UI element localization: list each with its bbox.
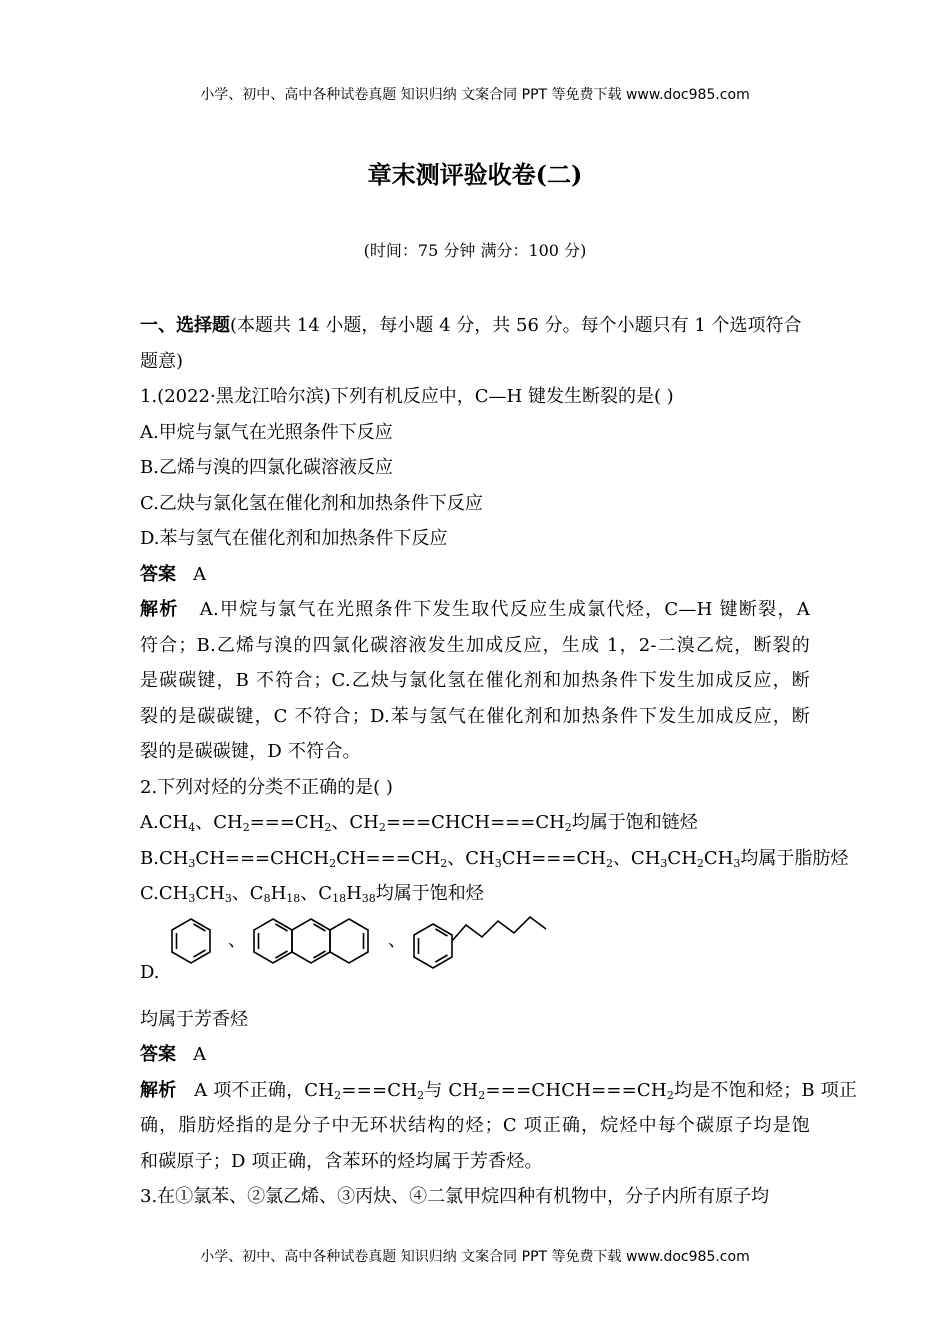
separator: 、 — [388, 929, 406, 951]
answer-label: 答案 — [140, 1044, 176, 1065]
question-3-stem: 3.在①氯苯、②氯乙烯、③丙炔、④二氯甲烷四种有机物中，分子内所有原子均 — [140, 1186, 770, 1207]
answer-label: 答案 — [140, 563, 176, 585]
section-description-cont: 题意) — [140, 350, 184, 372]
question-1-option-a: A.甲烷与氯气在光照条件下反应 — [140, 421, 393, 443]
aromatic-structures — [160, 912, 580, 972]
analysis-text: A.甲烷与氯气在光照条件下发生取代反应生成氯代烃，C—H 键断裂，A — [199, 599, 811, 620]
question-1-answer — [140, 557, 810, 593]
answer-value: A — [193, 1044, 207, 1065]
question-1-analysis-line: 是碳碳键，B 不符合；C.乙炔与氯化氢在催化剂和加热条件下发生加成反应，断 — [140, 670, 810, 691]
exam-content — [140, 308, 858, 1215]
section-description: (本题共 14 小题，每小题 4 分，共 56 分。每个小题只有 1 个选项符合 — [230, 315, 802, 336]
question-1-analysis-line: 裂的是碳碳键，D 不符合。 — [140, 741, 361, 762]
benzene-structure — [172, 919, 210, 963]
question-2-option-d — [140, 912, 810, 1002]
question-1-option-d: D.苯与氢气在催化剂和加热条件下反应 — [140, 528, 448, 549]
question-1-option-c: C.乙炔与氯化氢在催化剂和加热条件下反应 — [140, 492, 483, 514]
question-2-answer — [140, 1037, 810, 1073]
page-title: 章末测评验收卷(二) — [367, 160, 583, 189]
anthracene-structure — [254, 919, 368, 963]
analysis-label: 解析 — [140, 1079, 177, 1101]
question-1-analysis-line: 裂的是碳碳键，C 不符合；D.苯与氢气在催化剂和加热条件下发生加成反应，断 — [140, 705, 810, 727]
question-1-analysis-line: 符合；B.乙烯与溴的四氯化碳溶液发生加成反应，生成 1，2-二溴乙烷，断裂的 — [140, 634, 810, 656]
page-header: 小学、初中、高中各种试卷真题 知识归纳 文案合同 PPT 等免费下载 www.doc985.com — [200, 87, 750, 103]
question-2-analysis-line: 确，脂肪烃指的是分子中无环状结构的烃；C 项正确，烷烃中每个碳原子均是饱 — [140, 1115, 810, 1136]
question-2-option-a: $A.CH_4$、$CH_2===CH_2$、$CH_2===CHCH===CH_2$均属于饱和链烃 — [140, 812, 698, 834]
question-2-analysis-line: 解析 A 项不正确，$CH_2===CH_2$与 $CH_2===CHCH===CH_2$均是不饱和烃；B 项正 — [140, 1079, 858, 1102]
question-2-option-d-text: 均属于芳香烃 — [140, 1008, 248, 1030]
question-1-analysis-line — [140, 592, 810, 628]
pentylbenzene-structure — [414, 917, 546, 968]
question-2-option-b: $B.CH_3CH===CHCH_2CH===CH_2$、$CH_3CH===CH_2$、$CH_3CH_2CH_3$均属于脂肪烃 — [140, 847, 849, 870]
page-footer: 小学、初中、高中各种试卷真题 知识归纳 文案合同 PPT 等免费下载 www.doc985.com — [200, 1249, 750, 1265]
question-1-option-b: B.乙烯与溴的四氯化碳溶液反应 — [140, 457, 393, 478]
question-1-stem: 1.(2022·黑龙江哈尔滨)下列有机反应中，C—H 键发生断裂的是( ) — [140, 386, 674, 407]
section-heading: 一、选择题 — [140, 315, 230, 336]
question-2-stem: 2.下列对烃的分类不正确的是( ) — [140, 776, 393, 798]
analysis-label: 解析 — [140, 599, 179, 620]
separator: 、 — [228, 929, 246, 951]
option-d-label: D. — [140, 961, 160, 983]
exam-info: (时间：75 分钟 满分：100 分) — [363, 241, 587, 260]
section-heading-line — [140, 308, 810, 344]
question-2-analysis-line: 和碳原子；D 项正确，含苯环的烃均属于芳香烃。 — [140, 1150, 543, 1172]
answer-value: A — [193, 563, 207, 585]
question-2-option-c: $C.CH_3CH_3$、$C_8H_{18}$、$C_{18}H_{38}$均属于饱和烃 — [140, 883, 484, 905]
